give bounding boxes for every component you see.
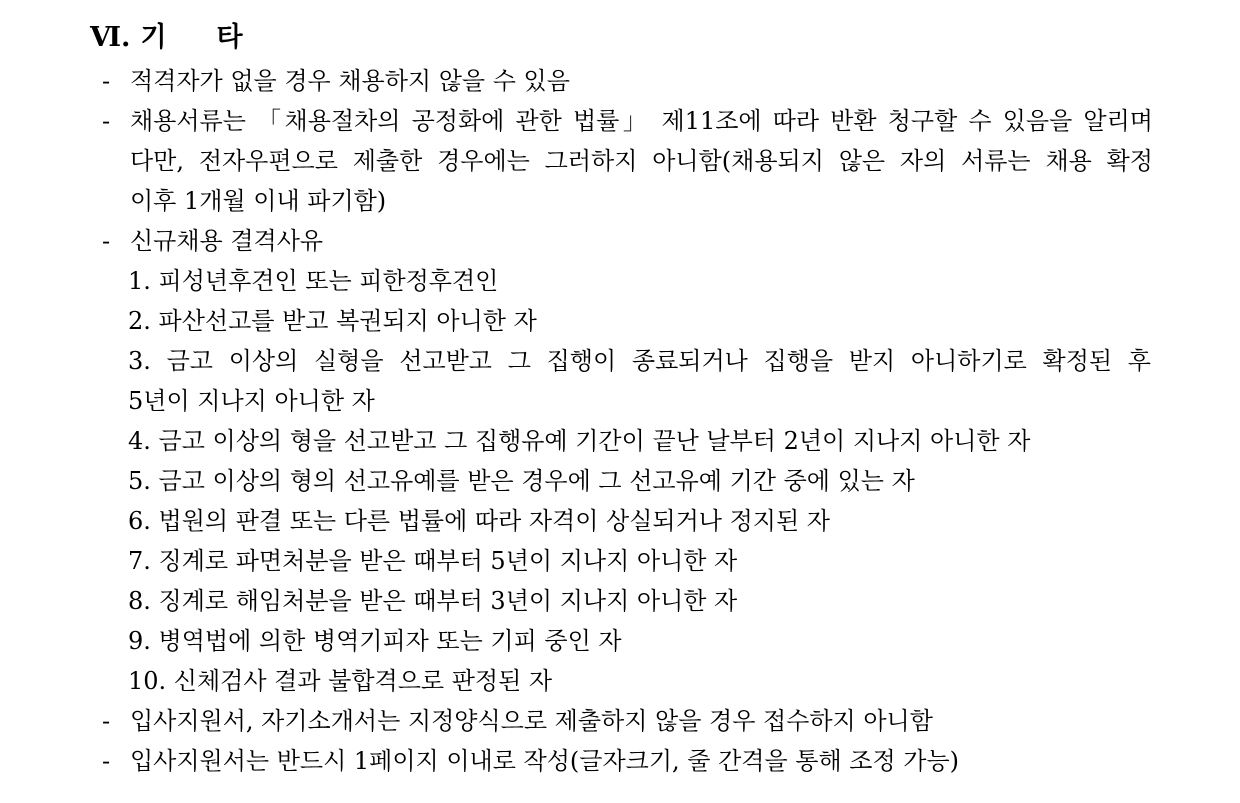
- section-title-part-2: 타: [216, 22, 243, 53]
- list-item: 6. 법원의 판결 또는 다른 법률에 따라 자격이 상실되거나 정지된 자: [128, 507, 830, 535]
- bullet-item-form-submission: [102, 701, 933, 741]
- bullet-text: 적격자가 없을 경우 채용하지 않을 수 있음: [130, 67, 570, 95]
- bullet-dash: -: [102, 707, 111, 735]
- bullet-text: 입사지원서는 반드시 1페이지 이내로 작성(글자크기, 줄 간격을 통해 조정 가능): [130, 747, 959, 775]
- list-item-continuation: 5년이 지나지 아니한 자: [128, 387, 375, 415]
- list-item: 4. 금고 이상의 형을 선고받고 그 집행유예 기간이 끝난 날부터 2년이 지나지 아니한 자: [128, 427, 1031, 455]
- section-heading: [90, 18, 243, 58]
- bullet-dash: -: [102, 747, 111, 775]
- list-item: 8. 징계로 해임처분을 받은 때부터 3년이 지나지 아니한 자: [128, 587, 738, 615]
- list-item: 3. 금고 이상의 실형을 선고받고 그 집행이 종료되거나 집행을 받지 아니하기로 확정된 후: [128, 347, 1151, 375]
- bullet-item-disqualifications: [102, 221, 323, 261]
- list-item: 5. 금고 이상의 형의 선고유예를 받은 경우에 그 선고유예 기간 중에 있는 자: [128, 467, 915, 495]
- list-item: 7. 징계로 파면처분을 받은 때부터 5년이 지나지 아니한 자: [128, 547, 738, 575]
- bullet-text: 채용서류는 「채용절차의 공정화에 관한 법률」 제11조에 따라 반환 청구할 수 있음을 알리며: [130, 107, 1153, 135]
- bullet-continuation-line: 다만, 전자우편으로 제출한 경우에는 그러하지 아니함(채용되지 않은 자의 서류는 채용 확정: [130, 147, 1153, 175]
- bullet-dash: -: [102, 227, 111, 255]
- section-title-part-1: 기: [140, 22, 167, 53]
- bullet-text: 입사지원서, 자기소개서는 지정양식으로 제출하지 않을 경우 접수하지 아니함: [130, 707, 933, 735]
- list-item: 2. 파산선고를 받고 복권되지 아니한 자: [128, 307, 537, 335]
- section-number: Ⅵ.: [90, 22, 131, 53]
- list-item: 10. 신체검사 결과 불합격으로 판정된 자: [128, 667, 553, 695]
- bullet-continuation-line: 이후 1개월 이내 파기함): [130, 187, 387, 215]
- bullet-dash: -: [102, 67, 111, 95]
- bullet-item-no-qualified: [102, 61, 570, 101]
- bullet-item-page-limit: [102, 741, 959, 781]
- bullet-text: 신규채용 결격사유: [130, 227, 324, 255]
- list-item: 1. 피성년후견인 또는 피한정후견인: [128, 267, 499, 295]
- bullet-dash: -: [102, 107, 111, 135]
- list-item: 9. 병역법에 의한 병역기피자 또는 기피 중인 자: [128, 627, 622, 655]
- bullet-item-document-return: [102, 101, 1153, 141]
